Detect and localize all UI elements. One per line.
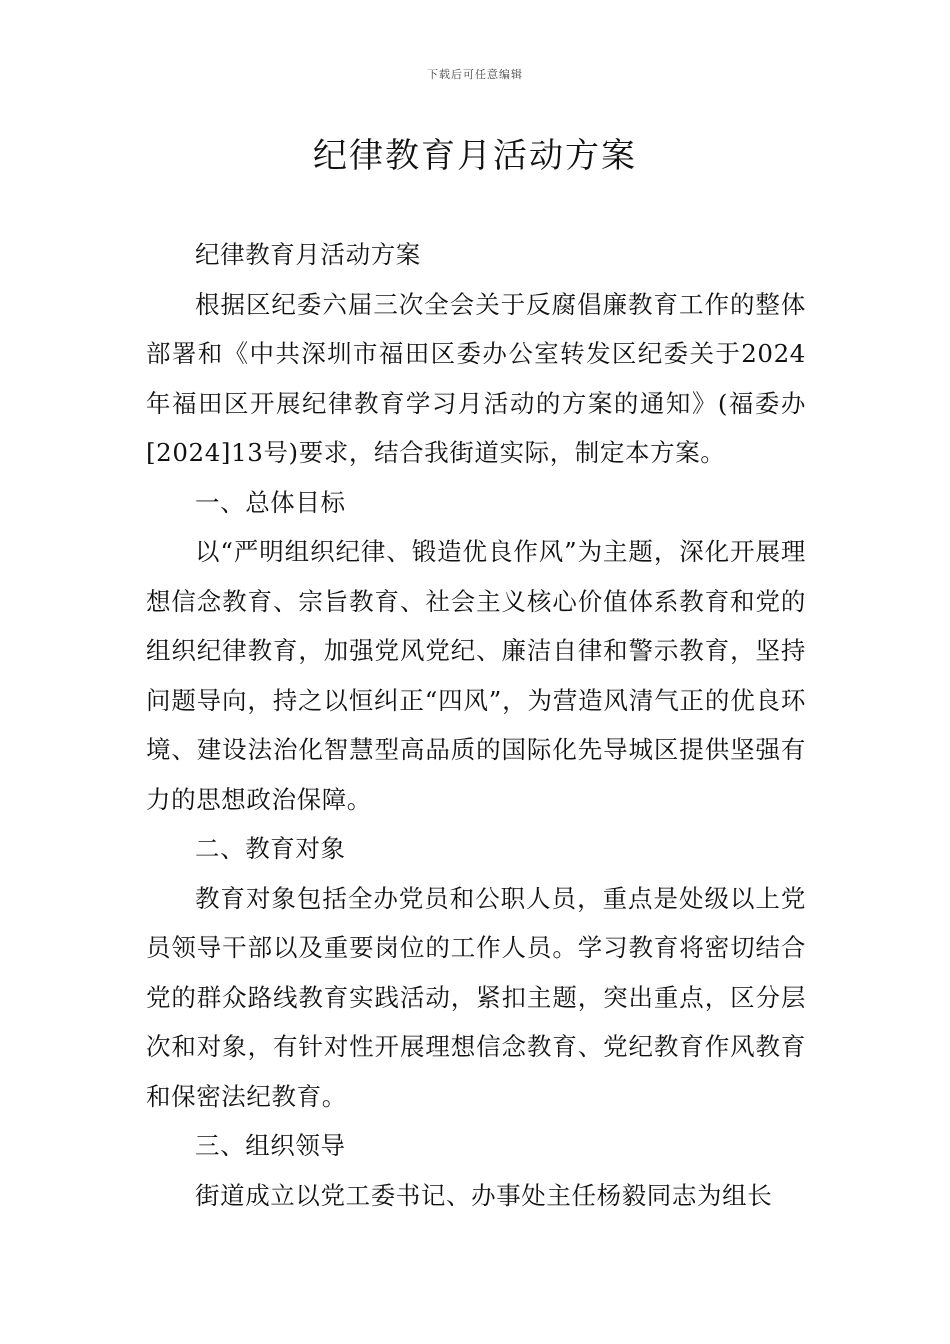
paragraph-goals: 以“严明组织纪律、锻造优良作风”为主题，深化开展理想信念教育、宗旨教育、社会主义核心价值体系教育和党的组织纪律教育，加强党风党纪、廉洁自律和警示教育，坚持问题导向，持之以恒纠正“四风”，为营造风清气正的优良环境、建设法治化智慧型高品质的国际化先导城区提供坚强有力的思想政治保障。 <box>146 537 806 814</box>
paragraph-audience: 教育对象包括全办党员和公职人员，重点是处级以上党员领导干部以及重要岗位的工作人员。学习教育将密切结合党的群众路线教育实践活动，紧扣主题，突出重点，区分层次和对象，有针对性开展理想信念教育、党纪教育作风教育和保密法纪教育。 <box>146 883 806 1111</box>
document-body <box>146 230 806 1220</box>
paragraph-leadership: 街道成立以党工委书记、办事处主任杨毅同志为组长 <box>195 1180 773 1210</box>
section-heading-goals: 一、总体目标 <box>195 487 346 517</box>
section-heading-leadership: 三、组织领导 <box>195 1131 346 1160</box>
paragraph-subtitle: 纪律教育月活动方案 <box>195 240 421 269</box>
document-title: 纪律教育月活动方案 <box>313 136 637 176</box>
paragraph-basis: 根据区纪委六届三次全会关于反腐倡廉教育工作的整体部署和《中共深圳市福田区委办公室转发区纪委关于2024年福田区开展纪律教育学习月活动的方案的通知》(福委办[2024]13号)要求，结合我街道实际，制定本方案。 <box>146 289 806 467</box>
section-heading-audience: 二、教育对象 <box>195 834 346 863</box>
header-note: 下载后可任意编辑 <box>427 68 523 81</box>
